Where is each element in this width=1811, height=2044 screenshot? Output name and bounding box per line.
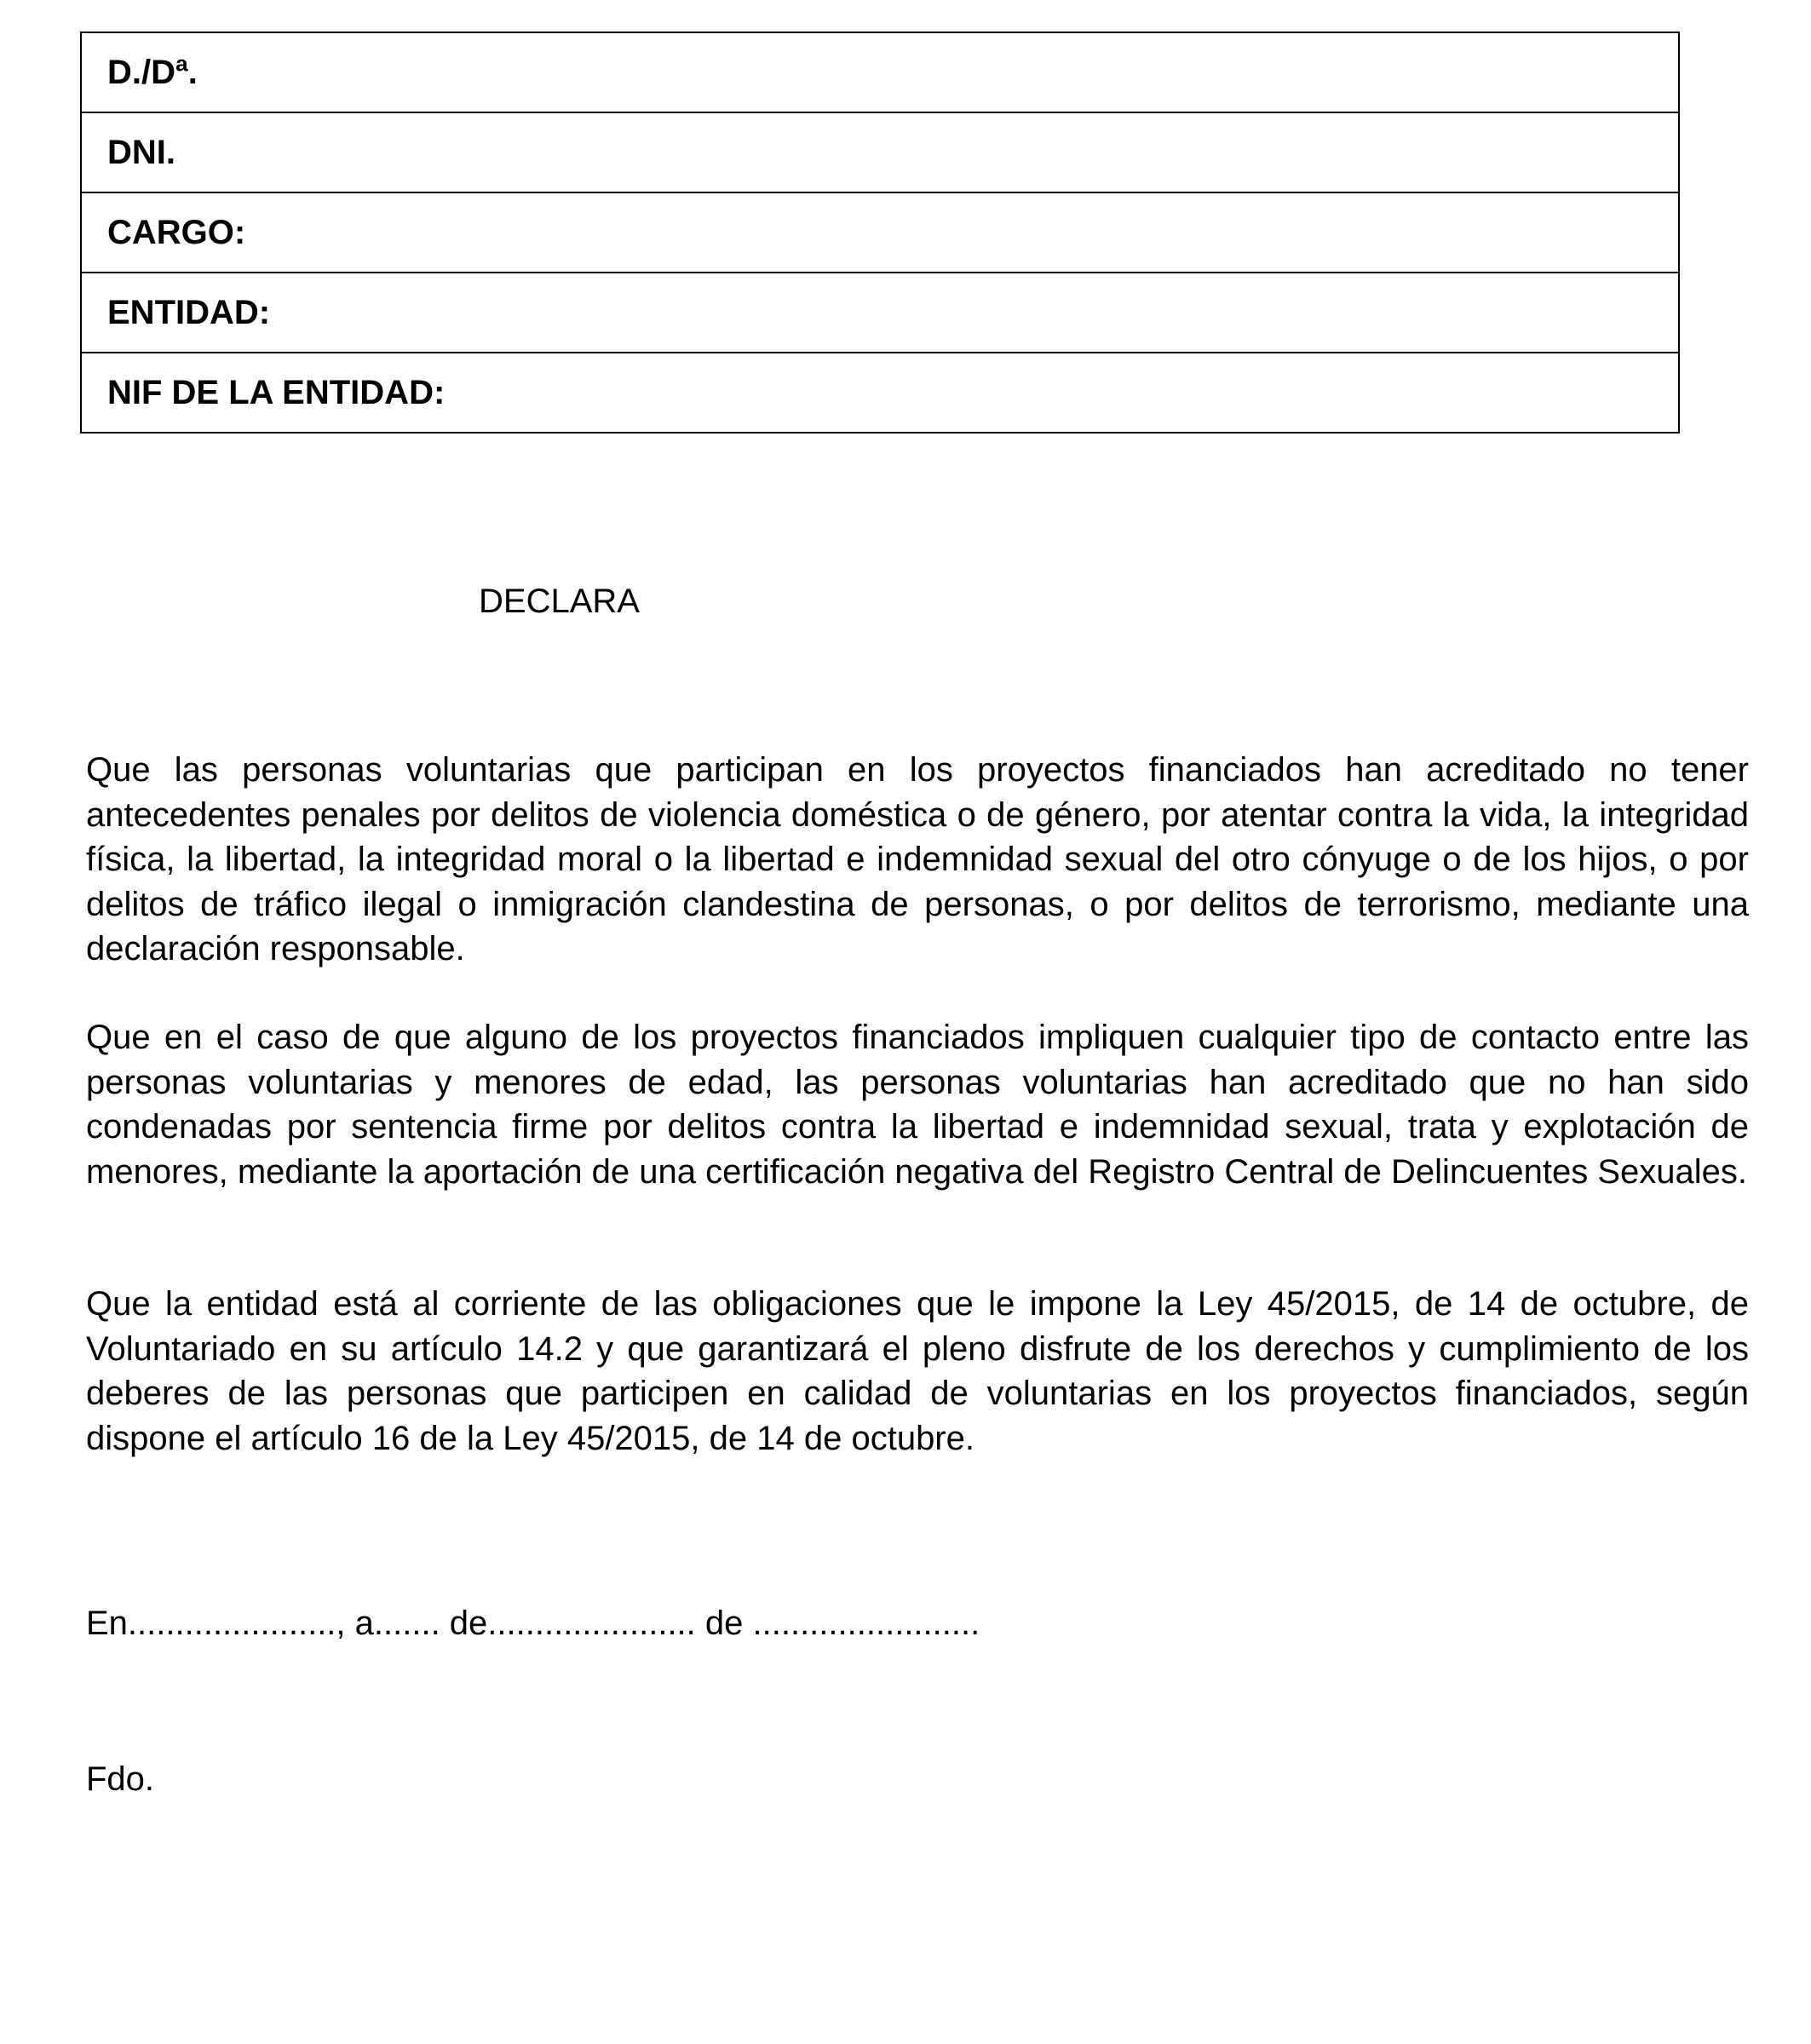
declaration-paragraph-volunteer-law: Que la entidad está al corriente de las obligaciones que le impone la Ley 45/2015, de 14 de octubre, de Voluntariado en su artículo 14.2 y que garantizará el pleno disfrute de los derechos y cumplimiento de los deberes de las personas que participen en calidad de voluntarias en los proyectos financiados, según dispone el artículo 16 de la Ley 45/2015, de 14 de octubre. xyxy=(86,1285,1749,1457)
dni-row xyxy=(81,112,1679,192)
declaration-paragraph-criminal-record: Que las personas voluntarias que participan en los proyectos financiados han acreditado no tener antecedentes penales por delitos de violencia doméstica o de género, por atentar contra la vida, la integridad física, la libertad, la integridad moral o la libertad e indemnidad sexual del otro cónyuge o de los hijos, o por delitos de tráfico ilegal o inmigración clandestina de personas, o por delitos de terrorismo, mediante una declaración responsable. xyxy=(86,751,1749,967)
declaration-paragraph-minors-contact: Que en el caso de que alguno de los proyectos financiados impliquen cualquier tipo de contacto entre las personas voluntarias y menores de edad, las personas voluntarias han acreditado que no han sido condenadas por sentencia firme por delitos contra la libertad e indemnidad sexual, trata y explotación de menores, mediante la aportación de una certificación negativa del Registro Central de Delincuentes Sexuales. xyxy=(86,1019,1749,1191)
declaration-heading: DECLARA xyxy=(479,583,640,620)
declarant-name-label: D./Dª. xyxy=(81,32,1679,112)
position-row xyxy=(81,192,1679,273)
place-date-line: En......................, a....... de...................... de ........................ xyxy=(86,1605,980,1642)
declarant-info-table xyxy=(80,32,1680,433)
entity-nif-label: NIF DE LA ENTIDAD: xyxy=(81,353,1679,433)
dni-label: DNI. xyxy=(81,112,1679,192)
signature-label: Fdo. xyxy=(86,1760,155,1798)
entity-label: ENTIDAD: xyxy=(81,273,1679,353)
position-label: CARGO: xyxy=(81,192,1679,273)
entity-row xyxy=(81,273,1679,353)
entity-nif-row xyxy=(81,353,1679,433)
declarant-name-row xyxy=(81,32,1679,112)
